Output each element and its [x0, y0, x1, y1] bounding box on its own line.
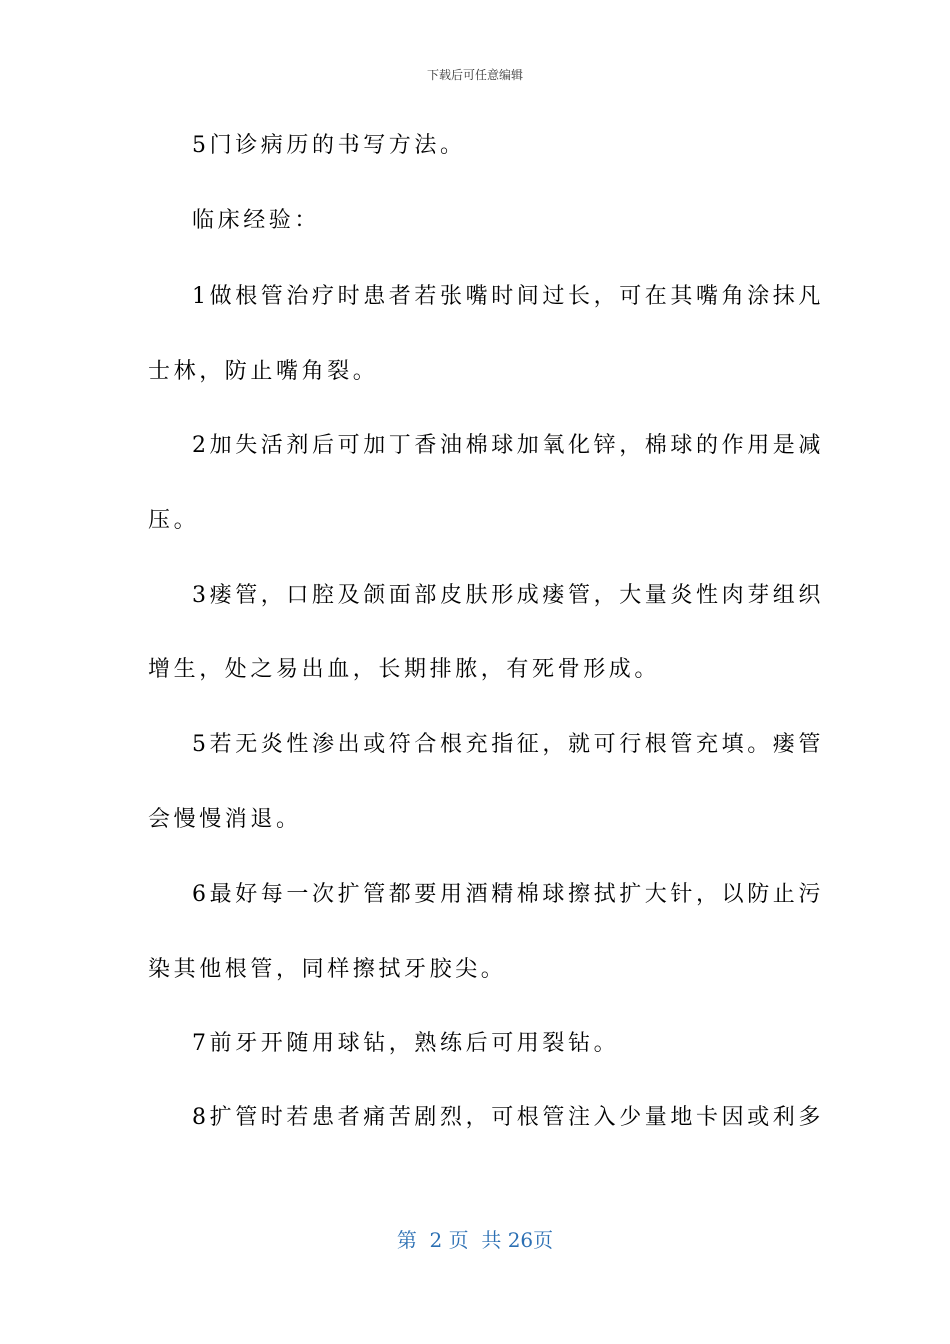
paragraph-line: 压。	[148, 508, 200, 533]
paragraph-line: 2加失活剂后可加丁香油棉球加氧化锌，棉球的作用是减	[192, 433, 824, 458]
paragraph-line: 会慢慢消退。	[148, 807, 302, 832]
paragraph-line: 5若无炎性渗出或符合根充指征，就可行根管充填。瘘管	[192, 732, 824, 757]
paragraph-line: 6最好每一次扩管都要用酒精棉球擦拭扩大针，以防止污	[192, 882, 824, 907]
paragraph-line: 士林，防止嘴角裂。	[148, 359, 379, 384]
paragraph-line: 染其他根管，同样擦拭牙胶尖。	[148, 957, 507, 982]
page-number-footer: 第 2 页 共 26页	[396, 1228, 554, 1252]
page-header: 下载后可任意编辑	[426, 68, 523, 82]
paragraph-line: 5门诊病历的书写方法。	[192, 133, 466, 158]
paragraph-line: 临床经验：	[192, 208, 321, 233]
paragraph-line: 增生，处之易出血，长期排脓，有死骨形成。	[148, 657, 661, 682]
paragraph-line: 7前牙开随用球钻，熟练后可用裂钻。	[192, 1031, 620, 1056]
paragraph-line: 1做根管治疗时患者若张嘴时间过长，可在其嘴角涂抹凡	[192, 284, 824, 309]
paragraph-line: 8扩管时若患者痛苦剧烈，可根管注入少量地卡因或利多	[192, 1105, 824, 1130]
paragraph-line: 3瘘管，口腔及颌面部皮肤形成瘘管，大量炎性肉芽组织	[192, 583, 824, 608]
